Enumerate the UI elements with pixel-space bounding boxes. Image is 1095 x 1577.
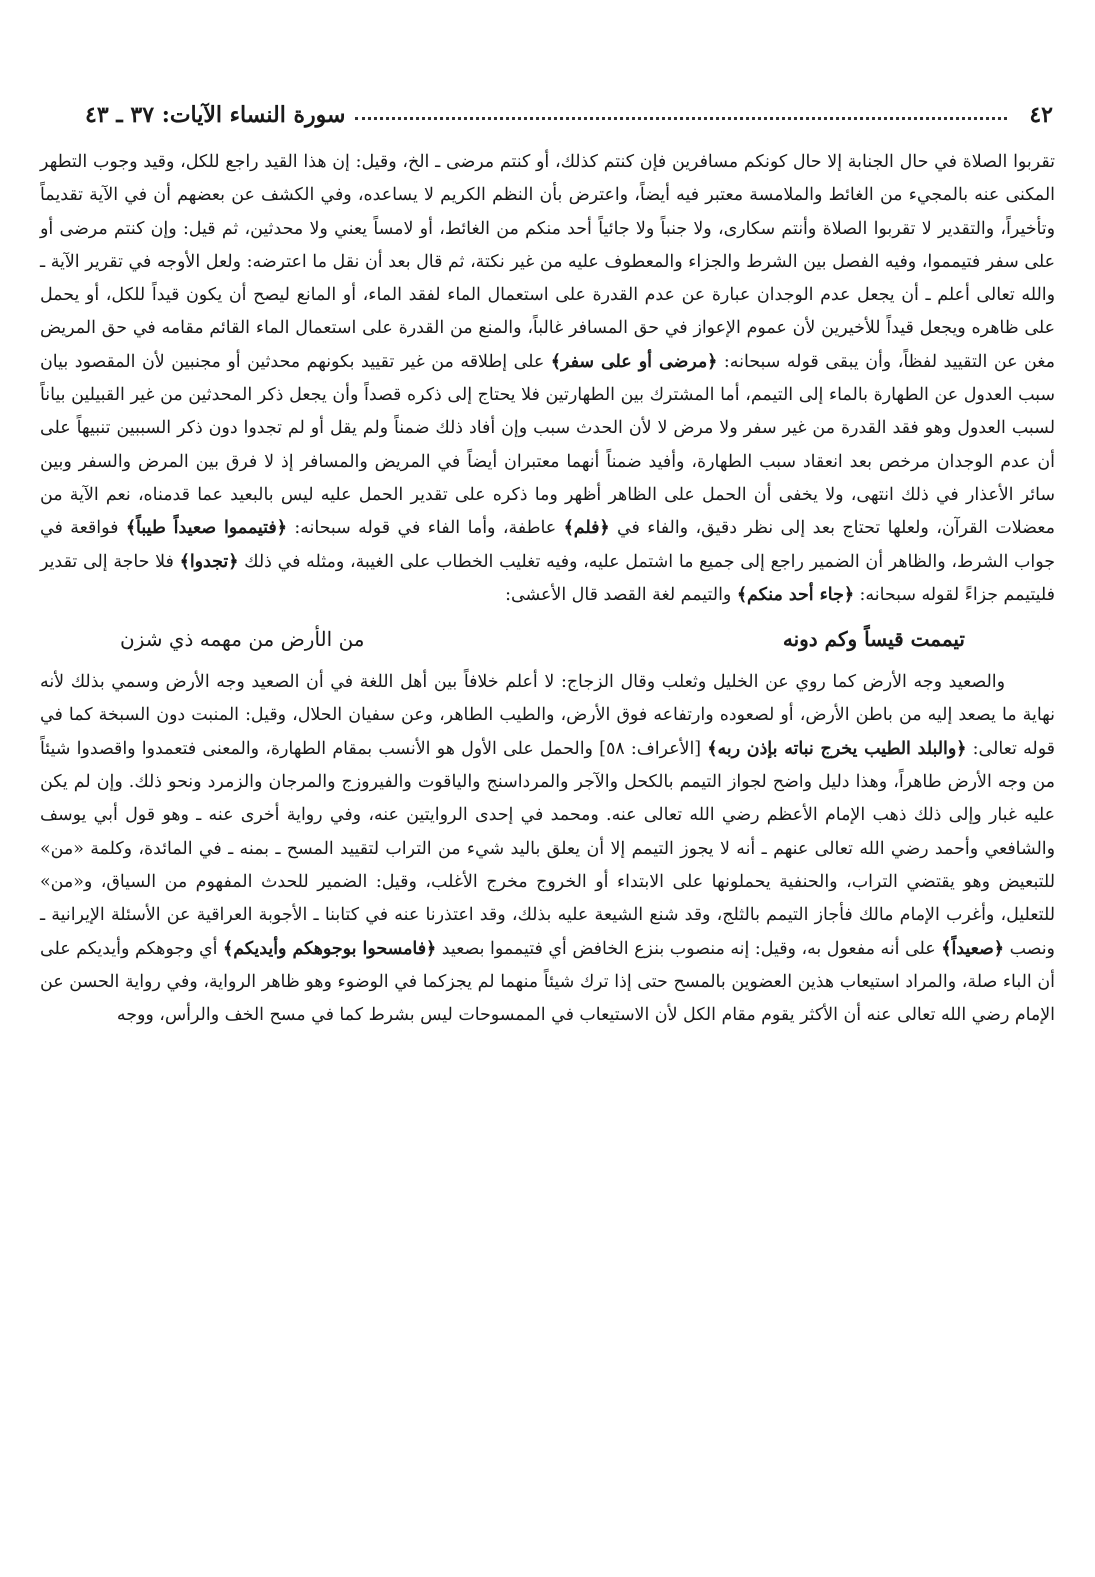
text-run: [الأعراف: ٥٨] والحمل على الأول هو الأنسب بمقام الطهارة، والمعنى فتعمدوا واقصدوا شيئاً من وجه الأرض طاهراً، وهذا دليل واضح لجواز التيمم بالكحل والآجر والمرداسنج والياقوت والفيروزج والمرجان والزمرد ونحو ذلك. وإن لم يكن عليه غبار وإلى ذلك ذهب الإمام الأعظم رضي الله تعالى عنه. ومحمد في إحدى الروايتين عنه، وفي رواية أخرى عنه ـ وهو قول أبي يوسف والشافعي وأحمد رضي الله تعالى عنهم ـ أنه لا يجوز التيمم إلا أن يعلق باليد شيء من التراب لتقييد المسح ـ بمنه ـ في المائدة، وكلمة «من» للتبعيض وهو يقتضي التراب، والحنفية يحملونها على الابتداء أو الخروج مخرج الأغلب، وقيل: الضمير للحدث المفهوم من السياق، و«من» للتعليل، وأغرب الإمام مالك فأجاز التيمم بالثلج، وقد شنع الشيعة عليه بذلك، وقد اعتذرنا عنه في كتابنا ـ الأجوبة العراقية عن الأسئلة الإيرانية ـ ونصب <box>40 738 1055 959</box>
text-run: فواقعة في جواب الشرط، والظاهر أن الضمير راجع إلى جميع ما اشتمل عليه، وفيه تغليب الخطاب على الغيبة، ومثله في ذلك <box>40 518 1055 572</box>
text-run: عاطفة، وأما الفاء في قوله سبحانه: <box>286 518 564 539</box>
header-leader-dots <box>355 116 1007 120</box>
page-header <box>85 88 1053 128</box>
verse-hemistich-1: تيممت قيساً وكم دونه <box>782 627 965 652</box>
paragraph-2 <box>40 666 1055 1032</box>
quran-quote: ﴿جاء أحد منكم﴾ <box>736 584 855 605</box>
body-text <box>40 146 1055 1032</box>
text-run: والتيمم لغة القصد قال الأعشى: <box>505 584 737 605</box>
text-run: والصعيد وجه الأرض كما روي عن الخليل وثعلب وقال الزجاج: لا أعلم خلافاً بين أهل اللغة في أن الصعيد وجه الأرض وسمي بذلك لأنه نهاية ما يصعد إليه من باطن الأرض، أو لصعوده وارتفاعه فوق الأرض، والطيب الطاهر، وعن سفيان الحلال، وقيل: المنبت دون السبخة كما في قوله تعالى: <box>40 672 1055 759</box>
quran-quote: ﴿والبلد الطيب يخرج نباته بإذن ربه﴾ <box>707 738 967 759</box>
quran-quote: ﴿تجدوا﴾ <box>179 551 239 572</box>
text-run: على إطلاقه من غير تقييد بكونهم محدثين أو مجنبين لأن المقصود بيان سبب العدول عن الطهارة بالماء إلى التيمم، أما المشترك بين الطهارتين فلا يحتاج إلى ذكره قصداً وأن يجعل ذكر المحدثين من غير القبيلين بياناً لسبب العدول وهو فقد القدرة من غير سفر ولا مرض لا لأن الحدث سبب وإن أفاد ذلك ضمناً ولم يقل أو لم تجدوا دون ذكر السببين تنبيهاً على أن عدم الوجدان مرخص بعد انعقاد سبب الطهارة، وأفيد ضمناً أنهما معتبران أيضاً في المريض والمسافر إذ لا فرق بين المرض والسفر وبين سائر الأعذار في ذلك انتهى، ولا يخفى أن الحمل على الظاهر أظهر وما ذكره على تقدير الحمل عليه ليس بالبعيد عما قدمناه، نعم الآية من معضلات القرآن، ولعلها تحتاج بعد إلى نظر دقيق، والفاء في <box>40 351 1055 539</box>
quran-quote: ﴿فلم﴾ <box>563 518 610 539</box>
paragraph-1 <box>40 146 1055 612</box>
text-run: فلا حاجة إلى تقدير فليتيمم جزاءً لقوله سبحانه: <box>40 551 1055 605</box>
running-title: سورة النساء الآيات: ٣٧ ـ ٤٣ <box>85 102 346 128</box>
quran-quote: ﴿فتيمموا صعيداً طيباً﴾ <box>125 518 287 539</box>
poetry-verse <box>120 622 965 656</box>
quran-quote: ﴿فامسحوا بوجوهكم وأيديكم﴾ <box>223 938 437 959</box>
text-run: على أنه مفعول به، وقيل: إنه منصوب بنزع الخافض أي فتيمموا بصعيد <box>436 938 942 959</box>
text-run: أي وجوهكم وأيديكم على أن الباء صلة، والمراد استيعاب هذين العضوين بالمسح حتى إذا ترك شيئاً منهما لم يجزكما في الوضوء وهو ظاهر الرواية، وفي رواية الحسن عن الإمام رضي الله تعالى عنه أن الأكثر يقوم مقام الكل لأن الاستيعاب في الممسوحات ليس بشرط كما في مسح الخف والرأس، ووجه <box>40 938 1055 1026</box>
verse-hemistich-2: من الأرض من مهمه ذي شزن <box>120 627 365 652</box>
page-number: ٤٢ <box>1029 102 1053 128</box>
quran-quote: ﴿مرضى أو على سفر﴾ <box>550 351 718 372</box>
quran-quote: ﴿صعيداً﴾ <box>941 938 1004 959</box>
text-run: تقربوا الصلاة في حال الجنابة إلا حال كونكم مسافرين فإن كنتم كذلك، أو كنتم مرضى ـ الخ، وقيل: إن هذا القيد راجع للكل، وقيد وجوب التطهر المكنى عنه بالمجيء من الغائط والملامسة معتبر فيه أيضاً، واعترض بأن النظم الكريم لا يساعده، وفي الكشف عن بعضهم أن في الآية تقديماً وتأخيراً، والتقدير لا تقربوا الصلاة وأنتم سكارى، ولا جنباً ولا جائياً أحد منكم من الغائط، أو لامساً يعني ولا محدثين، ثم قيل: وإن كنتم مرضى أو على سفر فتيمموا، وفيه الفصل بين الشرط والجزاء والمعطوف عليه من غير نكتة، ثم قال بعد أن نقل ما اعترضه: ولعل الأوجه في تقرير الآية ـ والله تعالى أعلم ـ أن يجعل عدم الوجدان عبارة عن عدم القدرة على استعمال الماء لفقد الماء، أو المانع ليصح أن يكون قيداً للكل، أو يحمل على ظاهره ويجعل قيداً للأخيرين لأن عموم الإعواز في حق المسافر غالباً، والمنع من القدرة على استعمال الماء القائم مقامه في حق المريض مغن عن التقييد لفظاً، وأن يبقى قوله سبحانه: <box>40 152 1055 372</box>
